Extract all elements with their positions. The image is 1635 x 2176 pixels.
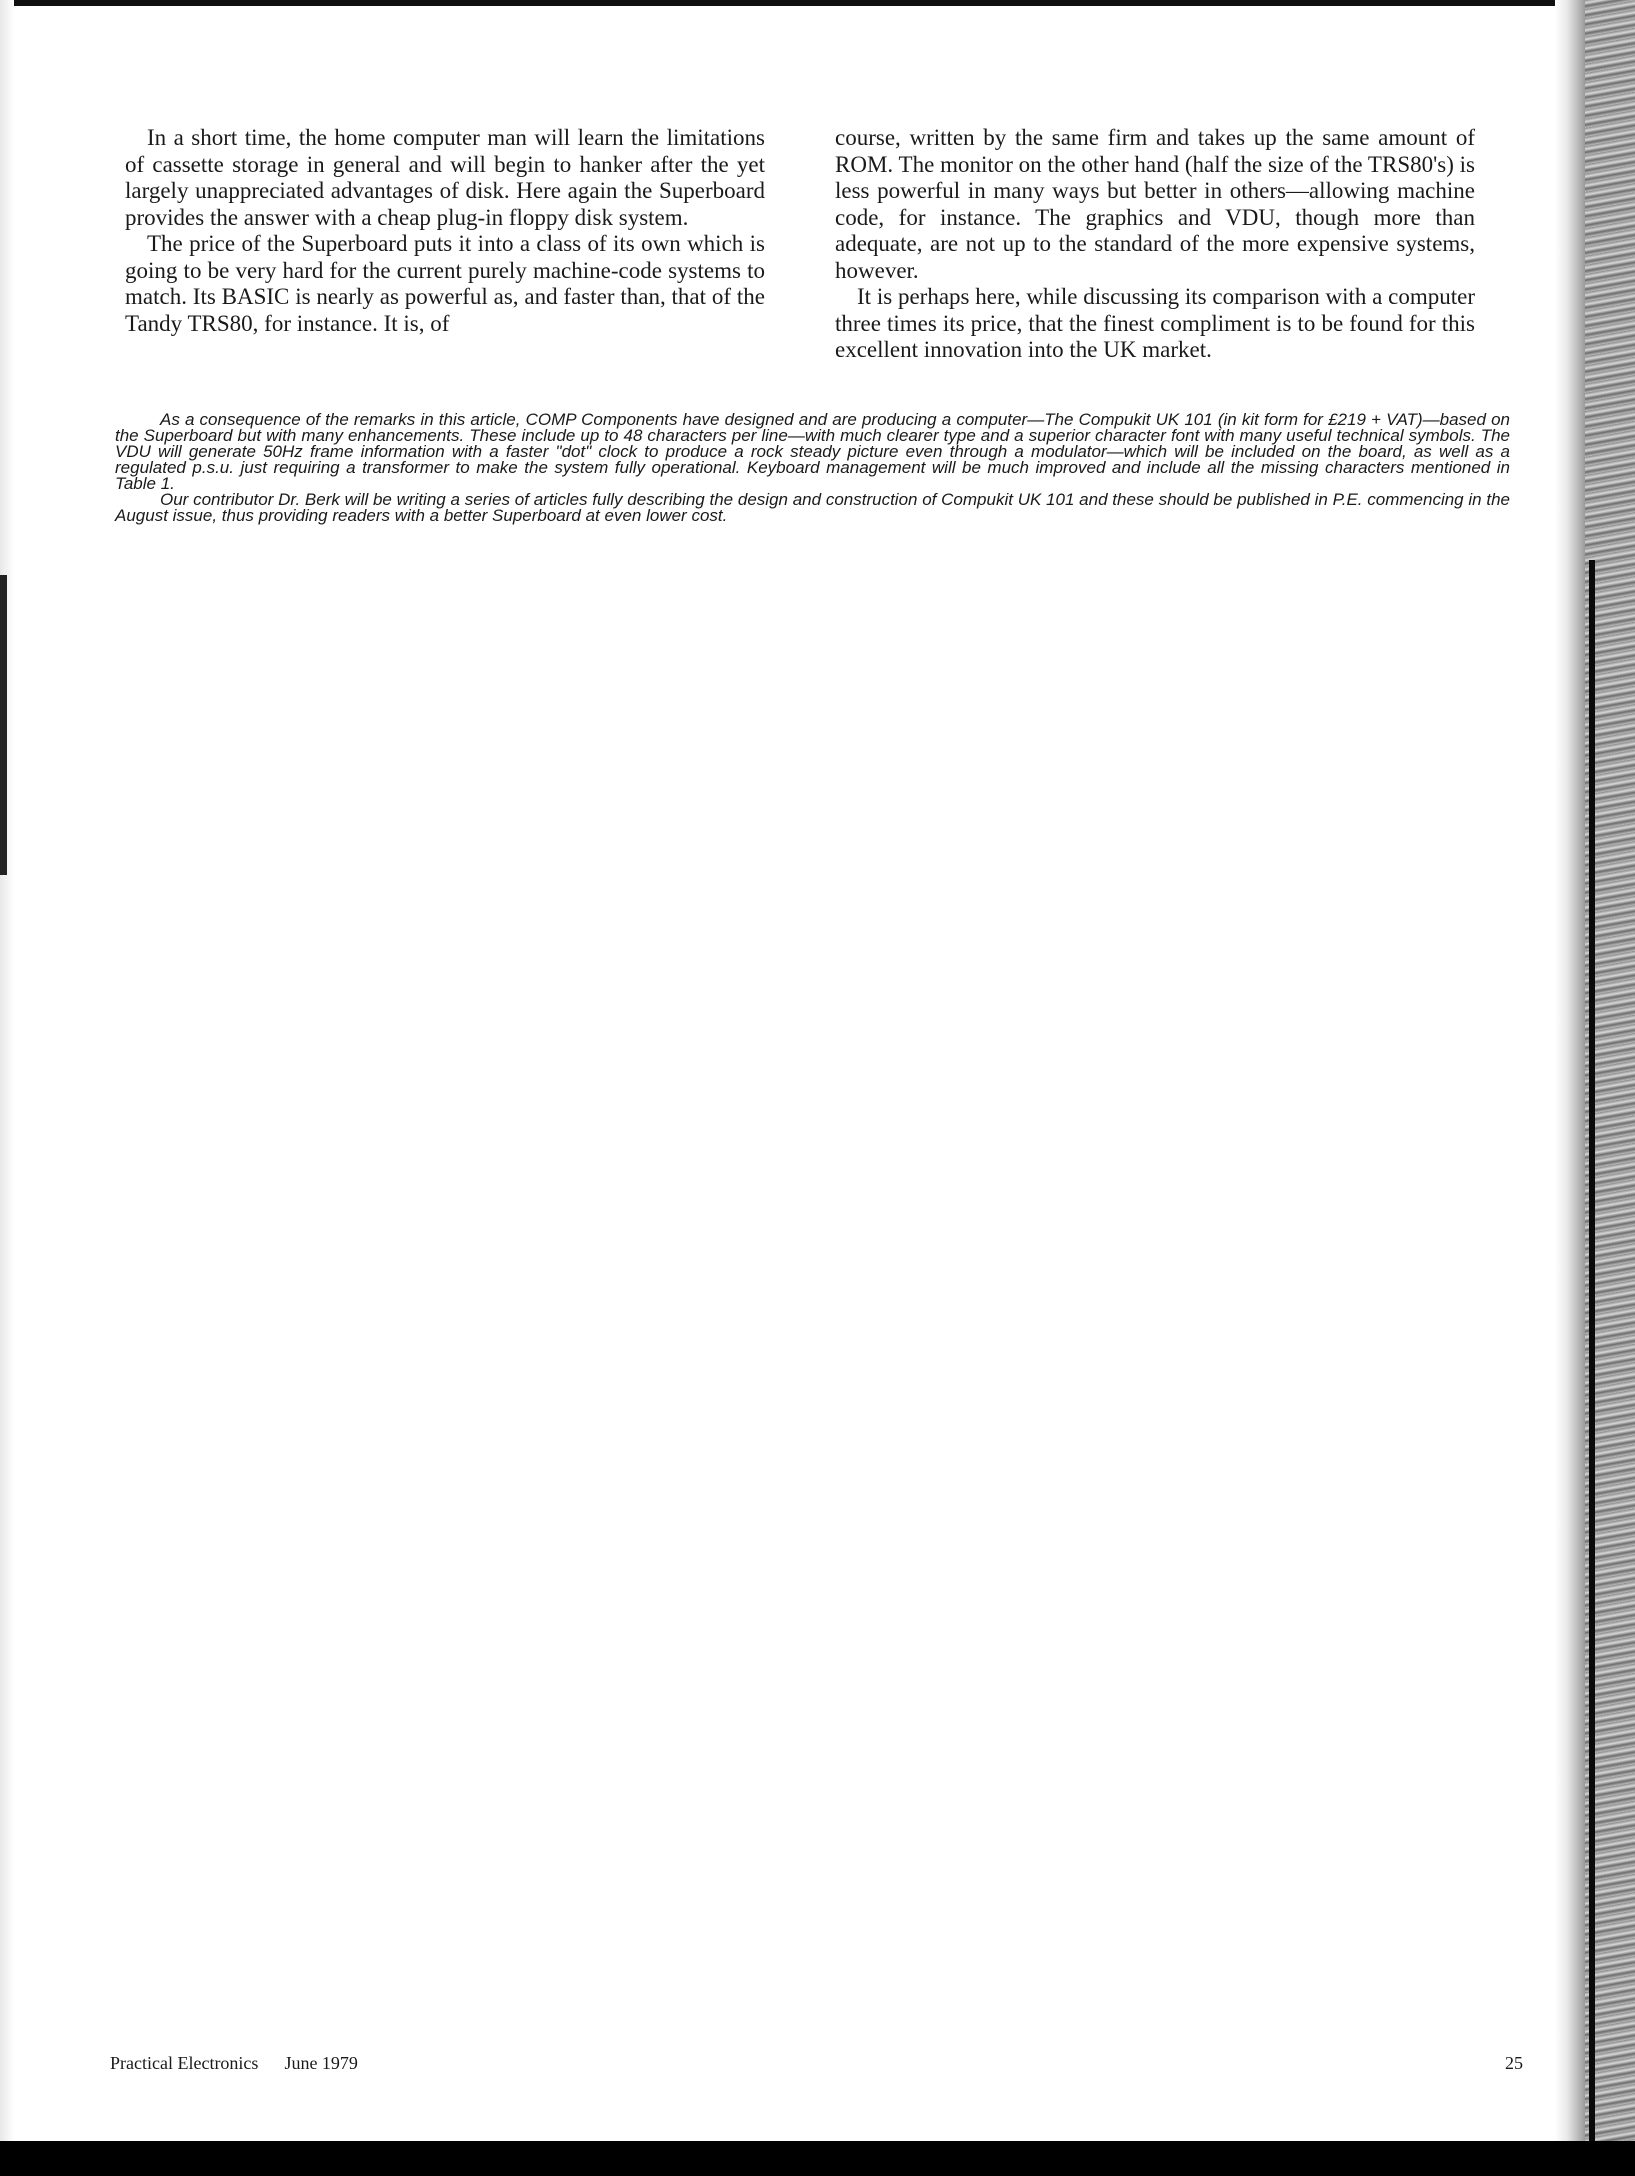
scan-right-dark-strip bbox=[1589, 560, 1595, 2176]
page-footer bbox=[110, 2053, 358, 2074]
article-paragraph: It is perhaps here, while discussing its comparison with a computer three times its price, that the finest compliment is to be found for this excellent innovation into the UK market. bbox=[835, 284, 1475, 362]
scan-left-edge bbox=[0, 0, 14, 2176]
article-right-column bbox=[835, 125, 1475, 364]
publication-name: Practical Electronics bbox=[110, 2053, 259, 2073]
scan-left-binding-mark bbox=[0, 575, 7, 875]
article-paragraph: The price of the Superboard puts it into a class of its own which is going to be very hard for the current purely machine-code systems to match. Its BASIC is nearly as powerful as, and faster than, that of the Tandy TRS80, for instance. It is, of bbox=[125, 231, 765, 336]
editor-note-paragraph: As a consequence of the remarks in this article, COMP Components have designed and are producing a computer—The Compukit UK 101 (in kit form for £219 + VAT)—based on the Superboard but with many enhancements. These include up to 48 characters per line—with much clearer type and a superior character font with many useful technical symbols. The VDU will generate 50Hz frame information with a faster "dot" clock to produce a rock steady picture even through a modulator—which will be included on the board, as well as a regulated p.s.u. just requiring a transformer to make the system fully operational. Keyboard management will be much improved and include all the missing characters mentioned in Table 1. bbox=[115, 410, 1510, 493]
issue-date: June 1979 bbox=[284, 2053, 358, 2073]
article-paragraph: In a short time, the home computer man will learn the limitations of cassette storage in general and will begin to hanker after the yet largely unappreciated advantages of disk. Here again the Superboard provides the answer with a cheap plug-in floppy disk system. bbox=[125, 125, 765, 230]
page-number: 25 bbox=[1505, 2053, 1523, 2073]
editor-note-paragraph: Our contributor Dr. Berk will be writing a series of articles fully describing the design and construction of Compukit UK 101 and these should be published in P.E. commencing in the August issue, thus providing readers with a better Superboard at even lower cost. bbox=[115, 490, 1510, 525]
article-paragraph: course, written by the same firm and takes up the same amount of ROM. The monitor on the other hand (half the size of the TRS80's) is less powerful in many ways but better in others—allowing machine code, for instance. The graphics and VDU, though more than adequate, are not up to the standard of the more expensive systems, however. bbox=[835, 125, 1475, 283]
scan-bottom-edge bbox=[0, 2141, 1635, 2176]
article-left-column bbox=[125, 125, 765, 337]
scan-right-page-stack bbox=[1555, 0, 1585, 2176]
editor-note bbox=[115, 412, 1510, 524]
scan-top-edge bbox=[0, 0, 1635, 6]
